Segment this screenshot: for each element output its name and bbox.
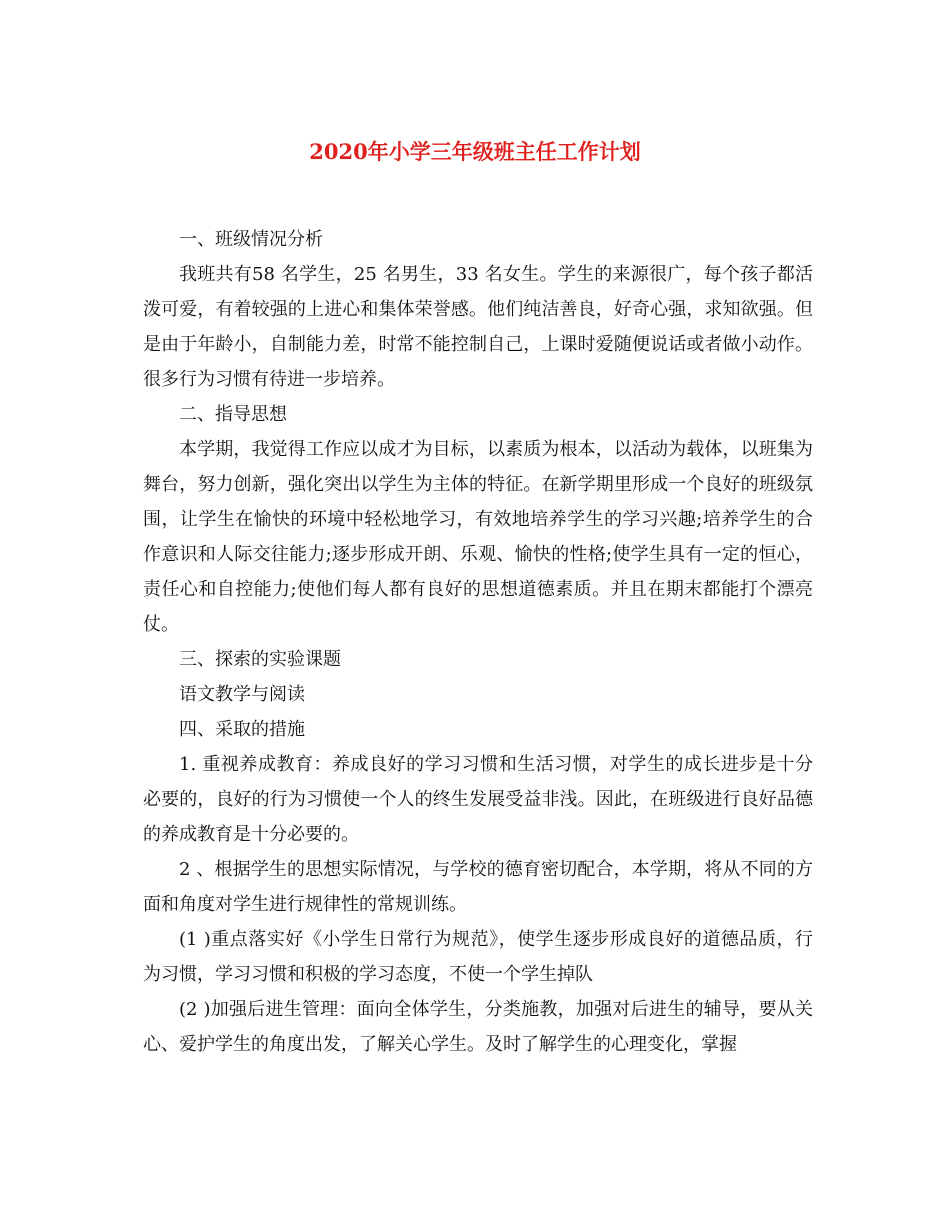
paragraph-class-analysis: 我班共有58 名学生，25 名男生，33 名女生。学生的来源很广，每个孩子都活泼可爱，有着较强的上进心和集体荣誉感。他们纯洁善良，好奇心强，求知欲强。但是由于年龄小，自制能力差，时常不能控制自己，上课时爱随便说话或者做小动作。很多行为习惯有待进一步培养。 (143, 264, 813, 390)
paragraph-measure-2-sub-1: (1 )重点落实好《小学生日常行为规范》，使学生逐步形成良好的道德品质，行为习惯，学习习惯和积极的学习态度，不使一个学生掉队 (143, 929, 813, 985)
section-heading-guiding-thought: 二、指导思想 (179, 404, 287, 425)
paragraph-measure-1: 1. 重视养成教育：养成良好的学习习惯和生活习惯，对学生的成长进步是十分必要的，良好的行为习惯使一个人的终生发展受益非浅。因此，在班级进行良好品德的养成教育是十分必要的。 (143, 754, 813, 845)
section-heading-experiment-topic: 三、探索的实验课题 (179, 649, 341, 670)
document-title: 2020年小学三年级班主任工作计划 (309, 139, 641, 164)
section-heading-measures: 四、采取的措施 (179, 719, 305, 740)
paragraph-measure-2-sub-2: (2 )加强后进生管理：面向全体学生，分类施教，加强对后进生的辅导，要从关心、爱护学生的角度出发，了解关心学生。及时了解学生的心理变化，掌握 (143, 999, 813, 1055)
paragraph-experiment-topic: 语文教学与阅读 (179, 684, 305, 705)
document-body (143, 222, 813, 1062)
paragraph-measure-2: 2 、根据学生的思想实际情况，与学校的德育密切配合，本学期，将从不同的方面和角度对学生进行规律性的常规训练。 (143, 859, 813, 915)
paragraph-guiding-thought: 本学期，我觉得工作应以成才为目标，以素质为根本，以活动为载体，以班集为舞台，努力创新，强化突出以学生为主体的特征。在新学期里形成一个良好的班级氛围，让学生在愉快的环境中轻松地学习，有效地培养学生的学习兴趣;培养学生的合作意识和人际交往能力;逐步形成开朗、乐观、愉快的性格;使学生具有一定的恒心，责任心和自控能力;使他们每人都有良好的思想道德素质。并且在期末都能打个漂亮仗。 (143, 439, 813, 635)
section-heading-class-analysis: 一、班级情况分析 (179, 229, 323, 250)
